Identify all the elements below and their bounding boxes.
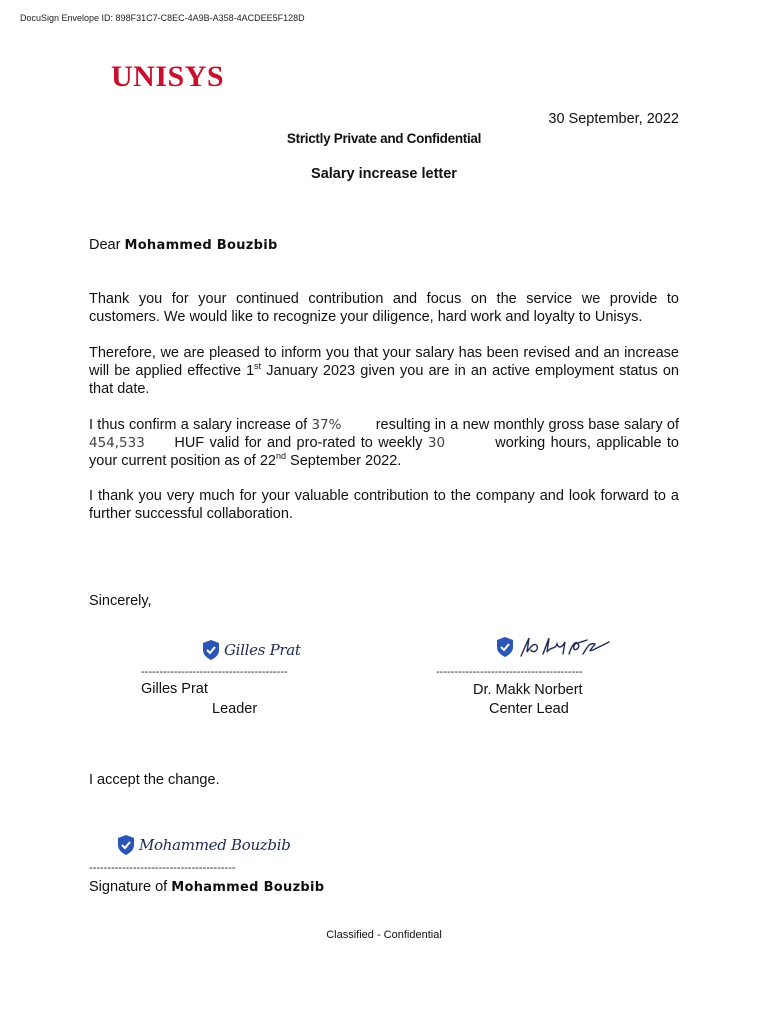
- signature-text: Gilles Prat: [224, 641, 301, 659]
- docusign-envelope-id: DocuSign Envelope ID: 898F31C7-C8EC-4A9B-A358-4ACDEE5F128D: [20, 13, 305, 23]
- signer2-name: Dr. Makk Norbert: [473, 682, 583, 698]
- signature-of-label: Signature of: [89, 879, 168, 895]
- docusign-shield-icon: [118, 835, 134, 855]
- salary-amount-field: 454,533: [89, 435, 145, 451]
- docusign-shield-icon: [203, 640, 219, 660]
- signature-text: Mohammed Bouzbib: [139, 836, 291, 854]
- letter-date: 30 September, 2022: [548, 111, 679, 127]
- signature-gilles-prat: [203, 631, 301, 669]
- signer2-role: Center Lead: [489, 701, 569, 717]
- paragraph-salary: [89, 416, 679, 470]
- recipient-name: Mohammed Bouzbib: [124, 238, 278, 253]
- closing: Sincerely,: [89, 593, 152, 609]
- signature-employee: [118, 826, 291, 864]
- unisys-logo: UNISYS: [111, 60, 225, 93]
- revision-text-b: January 2023 given you are in an active employment status on that date.: [89, 363, 679, 397]
- salary-text-c: HUF valid for and pro-rated to weekly: [169, 435, 428, 451]
- signer1-role: Leader: [212, 701, 258, 717]
- signature-line: ----------------------------------------: [89, 862, 236, 874]
- signature-of: [89, 879, 324, 895]
- signature-line: ----------------------------------------: [436, 666, 583, 678]
- revision-text-a: Therefore, we are pleased to inform you that your salary has been revised and an increase will be applied effective 1: [89, 345, 679, 379]
- paragraph-revision: [89, 344, 679, 398]
- signer1-name: Gilles Prat: [141, 681, 208, 697]
- accept-statement: I accept the change.: [89, 772, 220, 788]
- employee-name: Mohammed Bouzbib: [171, 880, 325, 895]
- ordinal-suffix: nd: [276, 451, 287, 461]
- salary-text-b: resulting in a new monthly gross base salary of: [371, 417, 679, 433]
- docusign-shield-icon: [497, 637, 513, 657]
- confidential-heading: Strictly Private and Confidential: [286, 131, 482, 146]
- paragraph-thanks: Thank you for your continued contribution and focus on the service we provide to customers. We would like to recognize your diligence, hard work and loyalty to Unisys.: [89, 291, 679, 325]
- ordinal-suffix: st: [254, 361, 262, 371]
- salary-text-d: working hours, applicable to your current position as of 22: [89, 435, 679, 469]
- weekly-hours-field: 30: [427, 435, 446, 451]
- signature-line: ----------------------------------------: [141, 666, 288, 678]
- signature-makk-norbert: [497, 628, 613, 666]
- salary-text-a: I thus confirm a salary increase of: [89, 417, 312, 433]
- increase-percent-field: 37%: [311, 417, 342, 433]
- classification-footer: Classified - Confidential: [326, 929, 442, 941]
- salary-text-e: September 2022.: [286, 453, 402, 469]
- handwritten-signature-scribble: [517, 632, 613, 662]
- greeting: [89, 237, 278, 253]
- paragraph-closing-thanks: I thank you very much for your valuable contribution to the company and look forward to a further successful collaboration.: [89, 488, 679, 522]
- greeting-word: Dear: [89, 237, 121, 253]
- letter-subject: Salary increase letter: [311, 166, 457, 182]
